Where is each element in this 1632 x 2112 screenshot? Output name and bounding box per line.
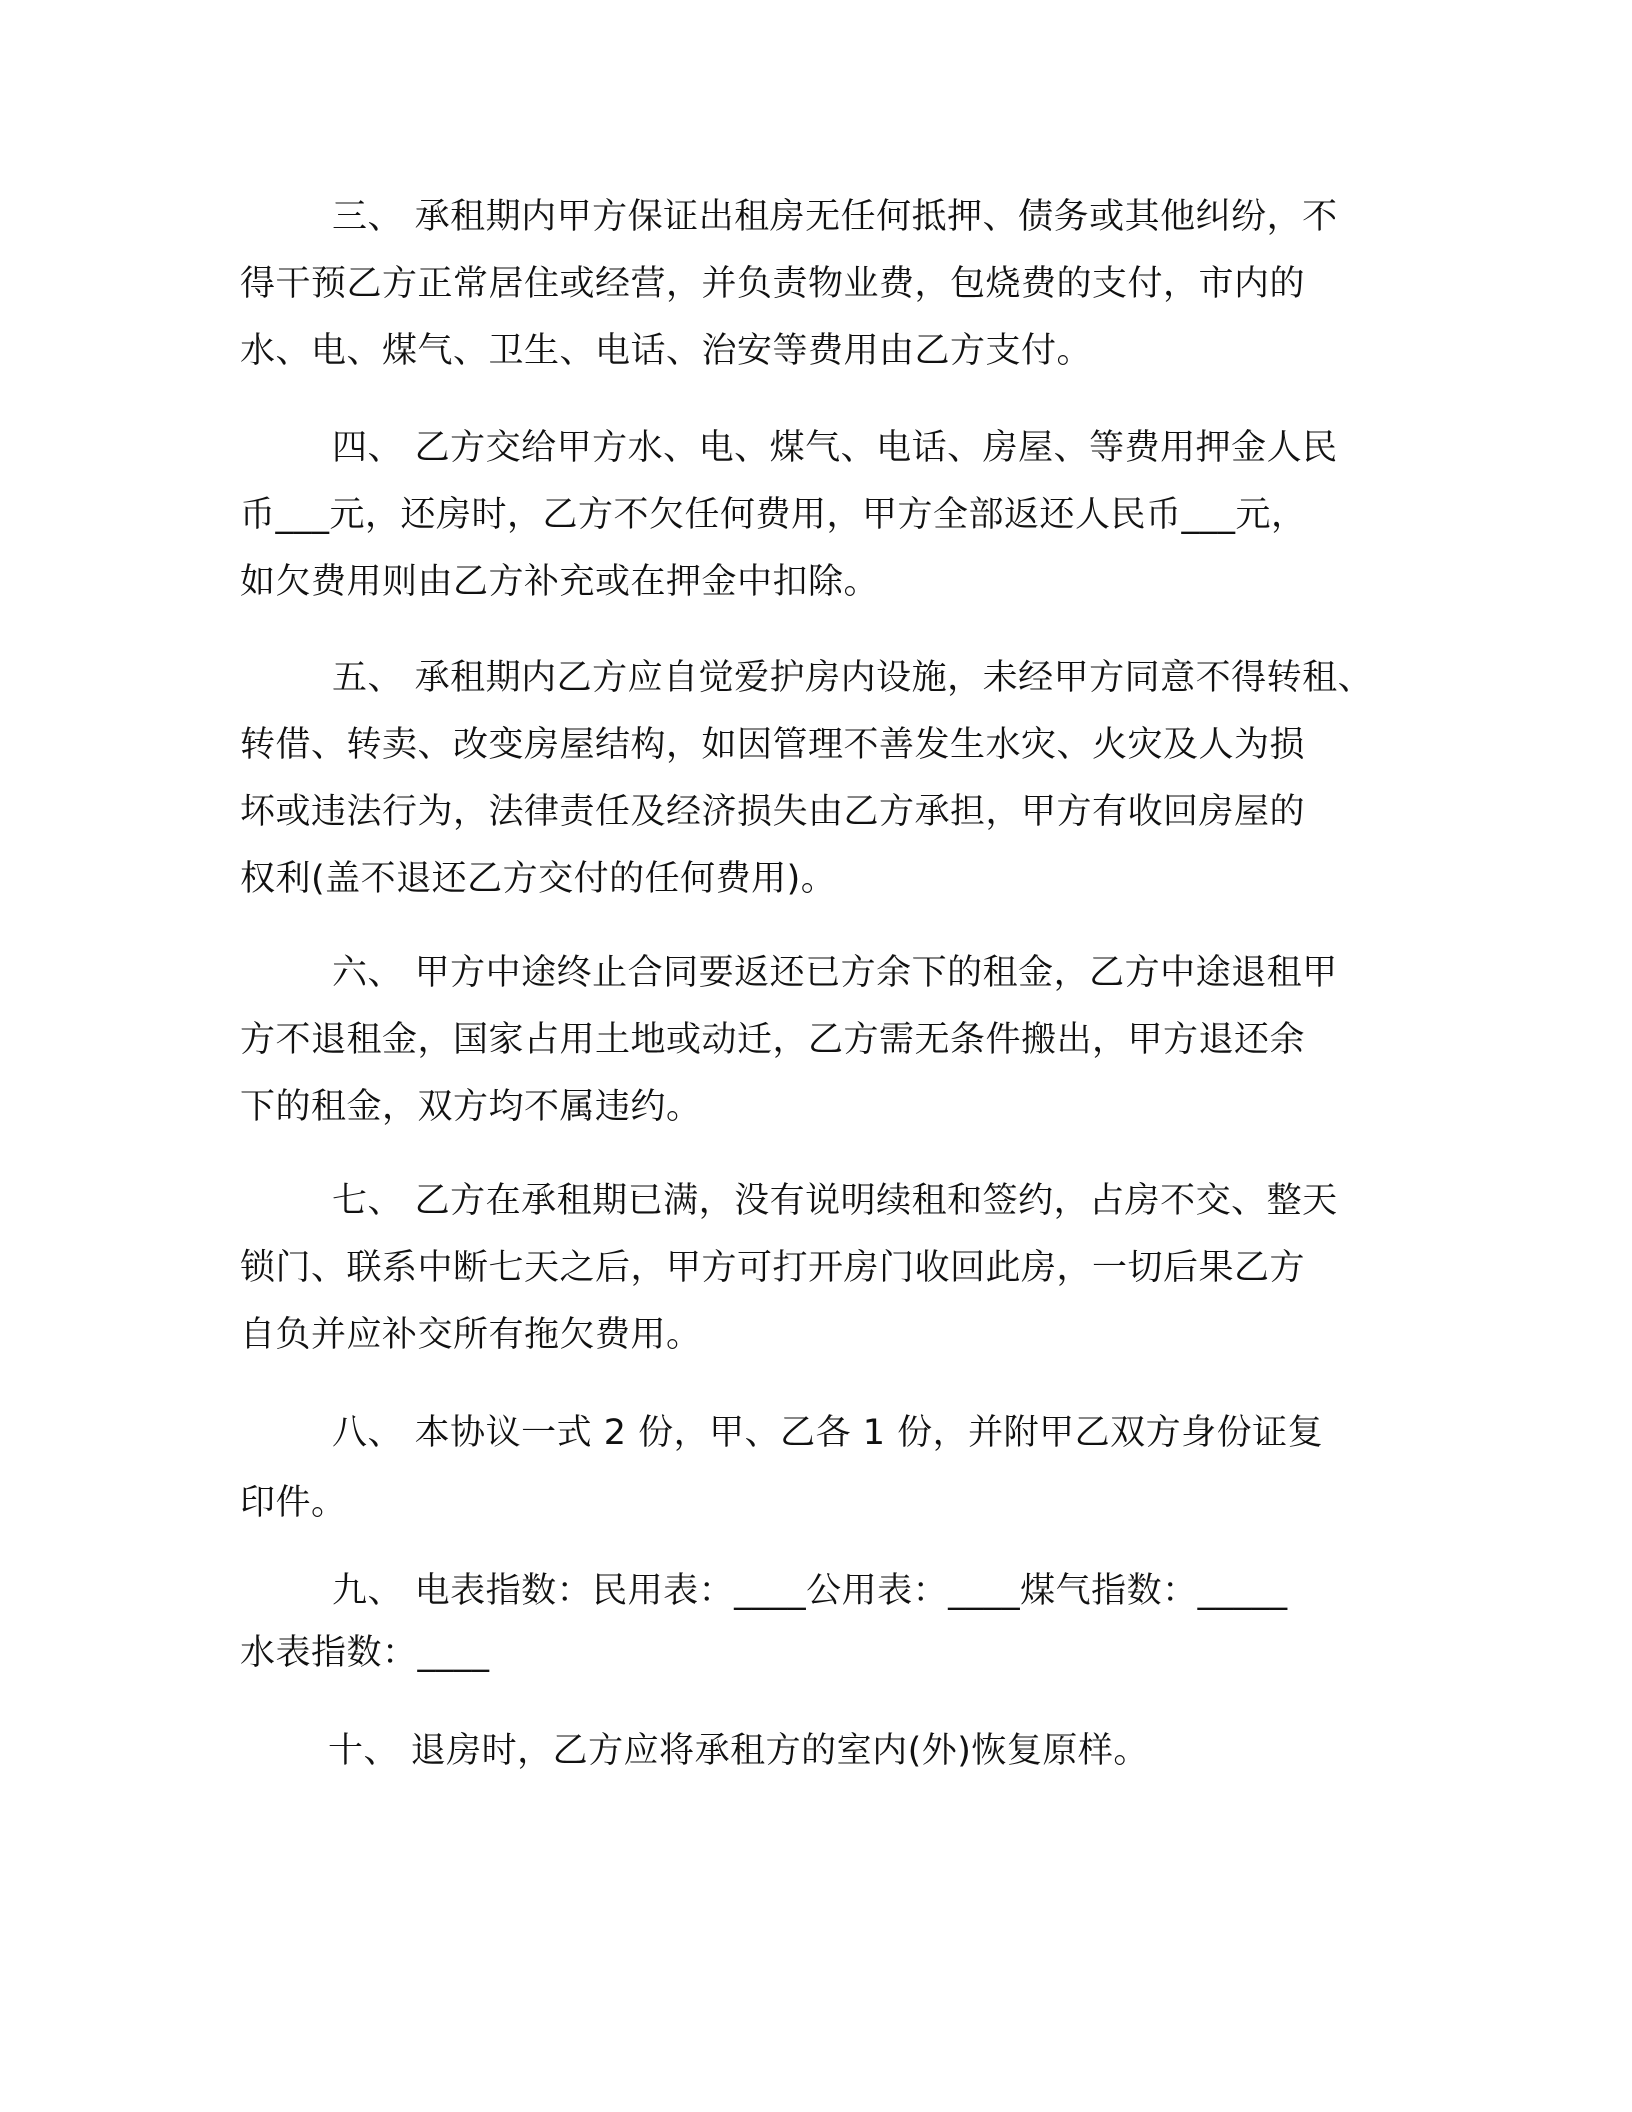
clause-line: 印件。 <box>240 1483 347 1523</box>
clause-line: 七、 乙方在承租期已满，没有说明续租和签约，占房不交、整天 <box>332 1181 1338 1221</box>
clause-6 <box>240 940 1400 1141</box>
clause-line: 币___元，还房时，乙方不欠任何费用，甲方全部返还人民币___元， <box>240 495 1307 535</box>
clause-line: 自负并应补交所有拖欠费用。 <box>240 1315 702 1355</box>
clause-5 <box>240 645 1400 913</box>
clause-line: 方不退租金，国家占用土地或动迁，乙方需无条件搬出，甲方退还余 <box>240 1020 1306 1060</box>
clause-10 <box>240 1718 1400 1785</box>
clause-line: 八、 本协议一式 2 份，甲、乙各 1 份，并附甲乙双方身份证复 <box>332 1413 1324 1453</box>
clause-line: 五、 承租期内乙方应自觉爱护房内设施，未经甲方同意不得转租、 <box>332 658 1374 698</box>
clause-line: 如欠费用则由乙方补充或在押金中扣除。 <box>240 562 880 602</box>
clause-line: 锁门、联系中断七天之后，甲方可打开房门收回此房，一切后果乙方 <box>240 1248 1306 1288</box>
clause-line: 坏或违法行为，法律责任及经济损失由乙方承担，甲方有收回房屋的 <box>240 792 1306 832</box>
clause-7 <box>240 1168 1400 1369</box>
clause-line: 四、 乙方交给甲方水、电、煤气、电话、房屋、等费用押金人民 <box>332 428 1338 468</box>
clause-line: 转借、转卖、改变房屋结构，如因管理不善发生水灾、火灾及人为损 <box>240 725 1306 765</box>
clause-3 <box>240 184 1400 385</box>
clause-line: 下的租金，双方均不属违约。 <box>240 1087 702 1127</box>
clause-line: 十、 退房时，乙方应将承租方的室内(外)恢复原样。 <box>328 1731 1149 1771</box>
clause-9 <box>240 1560 1400 1684</box>
clause-8 <box>240 1398 1400 1538</box>
clause-line: 六、 甲方中途终止合同要返还已方余下的租金，乙方中途退租甲 <box>332 953 1338 993</box>
clause-line: 得干预乙方正常居住或经营，并负责物业费，包烧费的支付，市内的 <box>240 264 1306 304</box>
clause-line: 三、 承租期内甲方保证出租房无任何抵押、债务或其他纠纷，不 <box>332 197 1338 237</box>
clause-line: 权利(盖不退还乙方交付的任何费用)。 <box>240 859 837 899</box>
clause-line: 水、电、煤气、卫生、电话、治安等费用由乙方支付。 <box>240 331 1093 371</box>
clause-line: 九、 电表指数：民用表：____公用表：____煤气指数：_____ <box>332 1571 1288 1611</box>
clause-4 <box>240 415 1400 616</box>
clause-line: 水表指数：____ <box>240 1633 490 1673</box>
